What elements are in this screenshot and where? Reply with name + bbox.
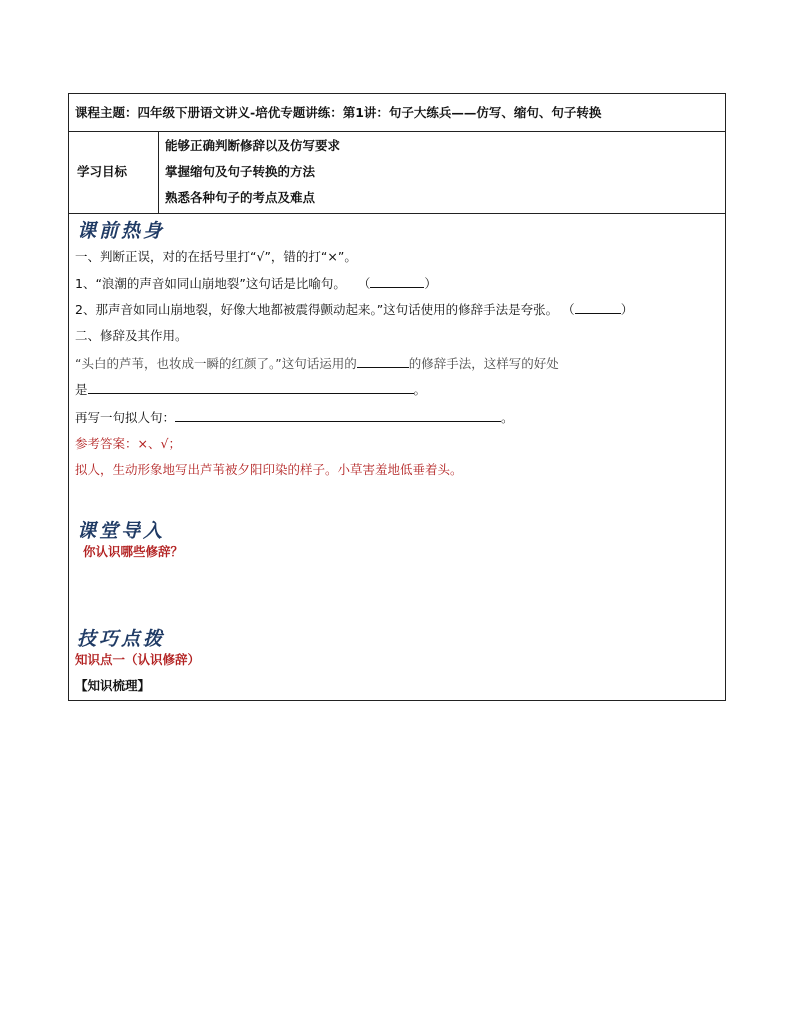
- objective-item: 掌握缩句及句子转换的方法: [165, 164, 316, 179]
- question-4-answer-blank[interactable]: [175, 409, 501, 422]
- objective-item: 能够正确判断修辞以及仿写要求: [165, 138, 341, 153]
- question-2-text: 2、那声音如同山崩地裂，好像大地都被震得颤动起来。”这句话使用的修辞手法是夸张。: [75, 302, 559, 317]
- question-4-prefix: 再写一句拟人句：: [75, 410, 176, 425]
- intro-question: 你认识哪些修辞？: [83, 544, 184, 559]
- question-3-part1: “头白的芦苇，也妆成一瞬的红颜了。”这句话运用的: [75, 356, 357, 371]
- question-1-close-paren: ）: [424, 276, 437, 291]
- course-topic: 课程主题：四年级下册语文讲义-培优专题讲练：第1讲：句子大练兵——仿写、缩句、句子转换: [75, 105, 602, 120]
- question-3-part2: 的修辞手法，这样写的好处: [408, 356, 559, 371]
- question-1-text: 1、“浪潮的声音如同山崩地裂”这句话是比喻句。: [75, 276, 346, 291]
- question-1-answer-blank[interactable]: [370, 275, 424, 288]
- question-2-open-paren: （: [562, 302, 575, 317]
- question-4-suffix: 。: [501, 410, 514, 425]
- lesson-sheet: [68, 93, 726, 701]
- question-3-benefit-prefix: 是: [75, 382, 88, 397]
- objectives-row: [69, 132, 725, 214]
- answer-key-text: 拟人，生动形象地写出芦苇被夕阳印染的样子。小草害羞地低垂着头。: [75, 462, 463, 477]
- topic-row: [69, 94, 725, 132]
- objectives-label-cell: [69, 132, 159, 213]
- knowledge-summary-heading: 【知识梳理】: [75, 678, 151, 693]
- question-1-open-paren: （: [357, 276, 371, 291]
- warmup-instruction: 一、判断正误，对的在括号里打“√”，错的打“×”。: [75, 249, 357, 264]
- section-2-heading: 二、修辞及其作用。: [75, 328, 188, 343]
- question-2: [75, 300, 633, 318]
- question-3-benefit-suffix: 。: [413, 382, 427, 397]
- intro-title: 课堂导入: [77, 520, 166, 542]
- tips-title: 技巧点拨: [77, 628, 166, 650]
- content-area: [69, 214, 725, 700]
- question-3-rhetoric-blank[interactable]: [357, 355, 409, 368]
- answer-key-label: 参考答案：×、√；: [75, 436, 181, 451]
- question-2-answer-blank[interactable]: [575, 301, 621, 314]
- question-3: [75, 354, 559, 372]
- question-4: [75, 408, 514, 426]
- knowledge-point-1: 知识点一（认识修辞）: [75, 652, 201, 667]
- question-2-close-paren: ）: [620, 302, 634, 317]
- objectives-label: 学习目标: [77, 164, 128, 179]
- question-3-benefit-blank[interactable]: [88, 381, 414, 394]
- objective-item: 熟悉各种句子的考点及难点: [165, 190, 316, 205]
- warmup-title: 课前热身: [77, 220, 166, 242]
- question-3-benefit: [75, 380, 426, 398]
- question-1: [75, 274, 437, 292]
